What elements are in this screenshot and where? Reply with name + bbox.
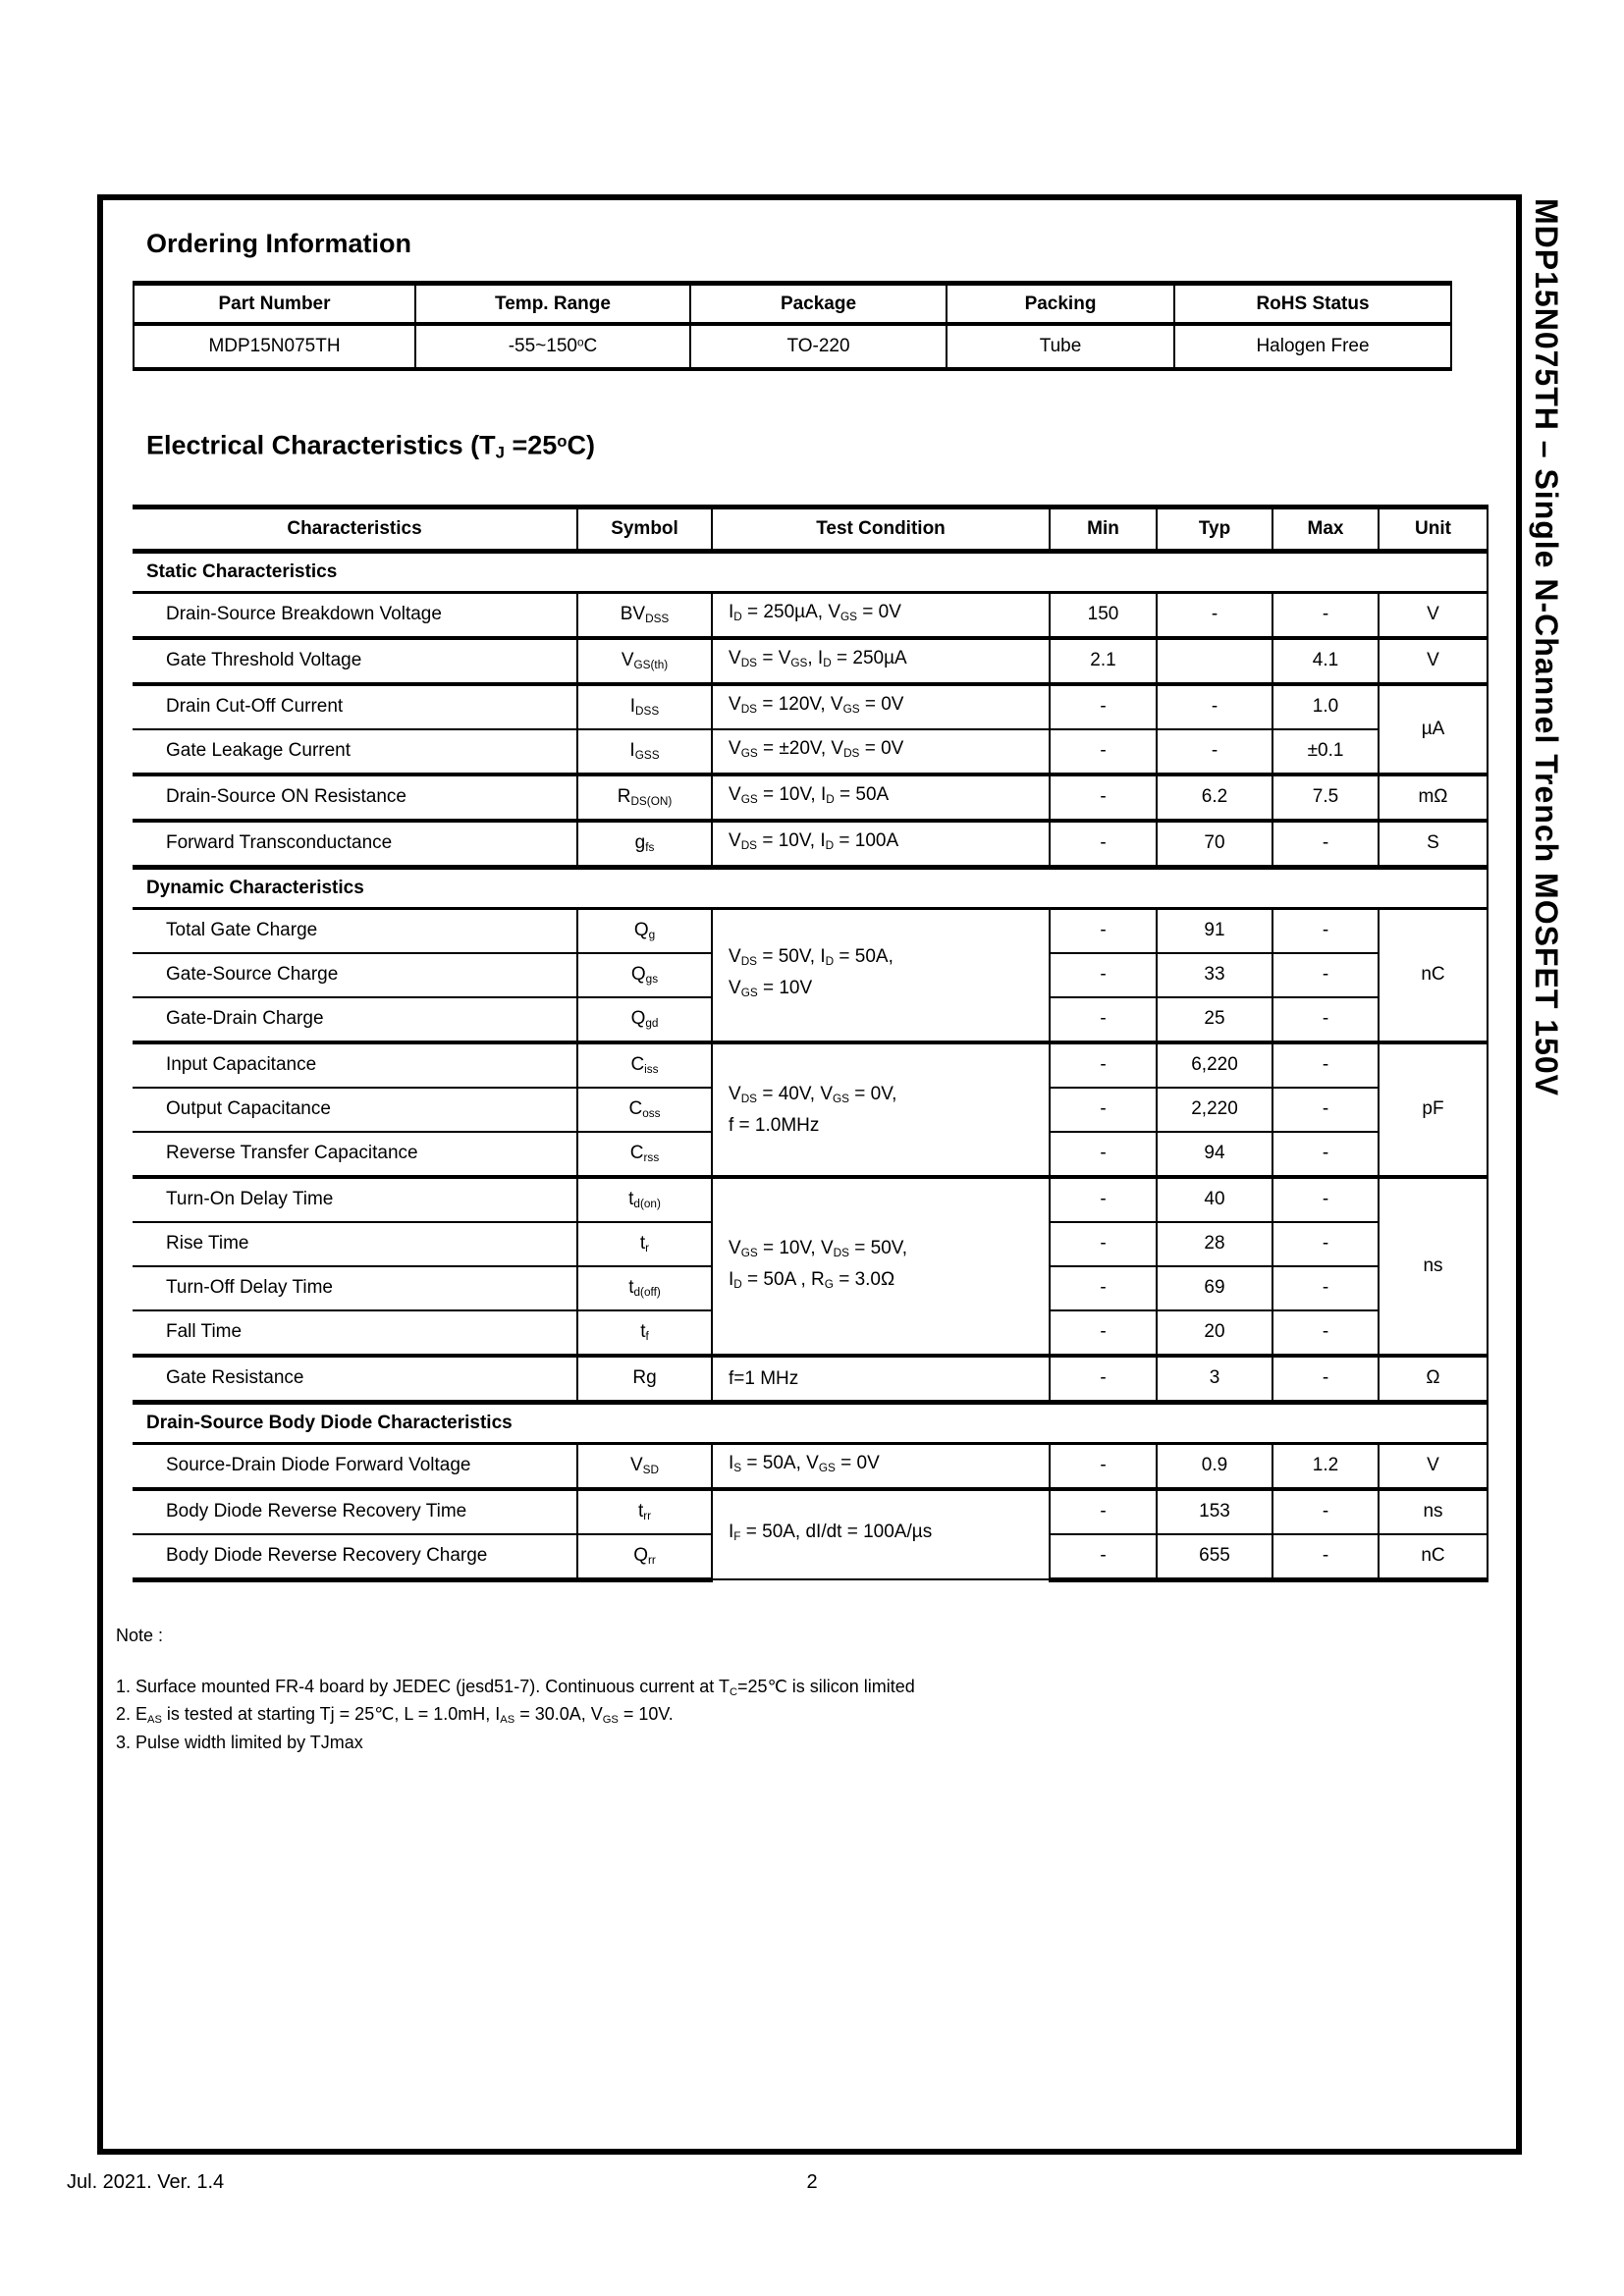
min-cell: - (1050, 1132, 1157, 1177)
max-cell: - (1272, 908, 1379, 953)
typ-cell: 6.2 (1157, 774, 1272, 821)
part-number-cell: MDP15N075TH (134, 324, 415, 369)
symbol-cell: $C_{iss}$ (577, 1042, 712, 1088)
electrical-characteristics-table (133, 505, 1489, 1582)
section-header: Dynamic Characteristics (133, 867, 1488, 908)
unit-cell: V (1379, 592, 1488, 638)
section-static-characteristics (133, 551, 1488, 592)
min-cell: - (1050, 1534, 1157, 1580)
ordering-header-package: Package (690, 284, 947, 325)
max-cell: - (1272, 1310, 1379, 1356)
max-cell: - (1272, 1177, 1379, 1222)
symbol-cell: $BV_{DSS}$ (577, 592, 712, 638)
typ-cell: 94 (1157, 1132, 1272, 1177)
max-cell: - (1272, 592, 1379, 638)
unit-cell: nC (1379, 1534, 1488, 1580)
symbol-cell: $t_{d(off)}$ (577, 1266, 712, 1310)
page-content (103, 200, 1516, 1754)
table-row-rg (133, 1356, 1488, 1403)
min-cell: - (1050, 1266, 1157, 1310)
typ-cell: 40 (1157, 1177, 1272, 1222)
note-item-1: 1. Surface mounted FR-4 board by JEDEC (jesd51-7). Continuous current at $T_C=25℃$ is silicon limited (116, 1676, 915, 1698)
max-cell: - (1272, 821, 1379, 868)
side-vertical-title: MDP15N075TH – Single N-Channel Trench MOSFET 150V (1529, 198, 1564, 1096)
symbol-cell: $I_{DSS}$ (577, 684, 712, 729)
min-cell: 2.1 (1050, 638, 1157, 684)
min-cell: - (1050, 1088, 1157, 1132)
typ-cell: - (1157, 729, 1272, 774)
note-label: Note : (116, 1625, 164, 1645)
min-cell: - (1050, 1443, 1157, 1489)
max-cell: - (1272, 1222, 1379, 1266)
min-cell: - (1050, 908, 1157, 953)
test-condition-cell: $I_F = 50A$, dI/dt = 100A/µs (712, 1489, 1050, 1580)
max-cell: - (1272, 1356, 1379, 1403)
symbol-cell: $t_f$ (577, 1310, 712, 1356)
unit-cell: µA (1379, 684, 1488, 774)
max-cell: - (1272, 953, 1379, 997)
symbol-cell: $V_{GS(th)}$ (577, 638, 712, 684)
test-condition-cell: $V_{DS} = 10V$, $I_D = 100A$ (712, 821, 1050, 868)
char-name-cell: Turn-Off Delay Time (133, 1266, 577, 1310)
min-cell: - (1050, 997, 1157, 1042)
min-cell: - (1050, 684, 1157, 729)
char-name-cell: Gate Leakage Current (133, 729, 577, 774)
note-item-2: 2. $E_{AS}$ is tested at starting Tj = 25℃, L = 1.0mH, $I_{AS} = 30.0A$, $V_{GS} = 10V$. (116, 1704, 674, 1727)
char-name-cell: Source-Drain Diode Forward Voltage (133, 1443, 577, 1489)
table-row-qg (133, 908, 1488, 953)
symbol-cell: Rg (577, 1356, 712, 1403)
max-cell: 1.2 (1272, 1443, 1379, 1489)
max-cell: 7.5 (1272, 774, 1379, 821)
symbol-cell: $t_{rr}$ (577, 1489, 712, 1534)
electrical-characteristics-title: Electrical Characteristics $(T_J =25^oC)$ (146, 430, 596, 462)
unit-cell: V (1379, 1443, 1488, 1489)
note-item-3: 3. Pulse width limited by TJmax (116, 1733, 363, 1753)
typ-cell: 91 (1157, 908, 1272, 953)
test-condition-cell: $V_{DS} = 50V$, $I_D = 50A$, $V_{GS} = 10V$ (712, 908, 1050, 1042)
elec-header-max: Max (1272, 507, 1379, 551)
symbol-cell: $I_{GSS}$ (577, 729, 712, 774)
test-condition-cell: $I_S = 50A$, $V_{GS} = 0V$ (712, 1443, 1050, 1489)
char-name-cell: Output Capacitance (133, 1088, 577, 1132)
table-row-igss (133, 729, 1488, 774)
typ-cell: 28 (1157, 1222, 1272, 1266)
char-name-cell: Drain-Source Breakdown Voltage (133, 592, 577, 638)
section-header: Drain-Source Body Diode Characteristics (133, 1402, 1488, 1443)
table-row-tdon (133, 1177, 1488, 1222)
elec-header-typ: Typ (1157, 507, 1272, 551)
max-cell: - (1272, 1489, 1379, 1534)
max-cell: 1.0 (1272, 684, 1379, 729)
typ-cell: 70 (1157, 821, 1272, 868)
section-header: Static Characteristics (133, 551, 1488, 592)
typ-cell: 33 (1157, 953, 1272, 997)
symbol-cell: $Q_g$ (577, 908, 712, 953)
char-name-cell: Reverse Transfer Capacitance (133, 1132, 577, 1177)
elec-header-row (133, 507, 1488, 551)
temp-range-cell: -55~150$^o$C (415, 324, 690, 369)
char-name-cell: Fall Time (133, 1310, 577, 1356)
typ-cell: 6,220 (1157, 1042, 1272, 1088)
ordering-header-temp-range: Temp. Range (415, 284, 690, 325)
package-cell: TO-220 (690, 324, 947, 369)
page-frame (97, 194, 1522, 2155)
typ-cell: 655 (1157, 1534, 1272, 1580)
table-row-rdson (133, 774, 1488, 821)
symbol-cell: $Q_{gd}$ (577, 997, 712, 1042)
char-name-cell: Total Gate Charge (133, 908, 577, 953)
typ-cell: - (1157, 684, 1272, 729)
char-name-cell: Turn-On Delay Time (133, 1177, 577, 1222)
symbol-cell: $t_{d(on)}$ (577, 1177, 712, 1222)
elec-header-unit: Unit (1379, 507, 1488, 551)
symbol-cell: $Q_{gs}$ (577, 953, 712, 997)
typ-cell: - (1157, 592, 1272, 638)
table-row-vgsth (133, 638, 1488, 684)
min-cell: - (1050, 1177, 1157, 1222)
min-cell: - (1050, 821, 1157, 868)
max-cell: - (1272, 1088, 1379, 1132)
max-cell: - (1272, 1534, 1379, 1580)
typ-cell: 3 (1157, 1356, 1272, 1403)
symbol-cell: $Q_{rr}$ (577, 1534, 712, 1580)
unit-cell: ns (1379, 1489, 1488, 1534)
section-body-diode-characteristics (133, 1402, 1488, 1443)
unit-cell: Ω (1379, 1356, 1488, 1403)
typ-cell: 2,220 (1157, 1088, 1272, 1132)
ordering-data-row (134, 324, 1451, 369)
elec-header-characteristics: Characteristics (133, 507, 577, 551)
ordering-information-table (133, 281, 1452, 371)
typ-cell: 153 (1157, 1489, 1272, 1534)
table-row-gfs (133, 821, 1488, 868)
char-name-cell: Body Diode Reverse Recovery Time (133, 1489, 577, 1534)
unit-cell: pF (1379, 1042, 1488, 1177)
ordering-header-part-number: Part Number (134, 284, 415, 325)
min-cell: - (1050, 729, 1157, 774)
min-cell: - (1050, 1042, 1157, 1088)
char-name-cell: Drain-Source ON Resistance (133, 774, 577, 821)
max-cell: - (1272, 1042, 1379, 1088)
test-condition-cell: $V_{GS} = 10V$, $V_{DS} = 50V$, $I_D = 50A$ , $R_G = 3.0\Omega$ (712, 1177, 1050, 1356)
symbol-cell: $R_{DS(ON)}$ (577, 774, 712, 821)
unit-cell: V (1379, 638, 1488, 684)
footer-version-text: Jul. 2021. Ver. 1.4 (67, 2171, 225, 2193)
char-name-cell: Input Capacitance (133, 1042, 577, 1088)
packing-cell: Tube (947, 324, 1174, 369)
test-condition-cell: $V_{DS} = 40V$, $V_{GS} = 0V$, f = 1.0MHz (712, 1042, 1050, 1177)
elec-header-test-condition: Test Condition (712, 507, 1050, 551)
footer-page-number: 2 (806, 2171, 818, 2193)
min-cell: - (1050, 1356, 1157, 1403)
ordering-information-title: Ordering Information (146, 229, 411, 258)
test-condition-cell: $V_{DS} = 120V$, $V_{GS} = 0V$ (712, 684, 1050, 729)
min-cell: - (1050, 1310, 1157, 1356)
test-condition-cell: f=1 MHz (712, 1356, 1050, 1403)
symbol-cell: $C_{oss}$ (577, 1088, 712, 1132)
min-cell: - (1050, 1222, 1157, 1266)
max-cell: 4.1 (1272, 638, 1379, 684)
notes-section (116, 1626, 1489, 1755)
max-cell: - (1272, 997, 1379, 1042)
min-cell: - (1050, 953, 1157, 997)
unit-cell: mΩ (1379, 774, 1488, 821)
min-cell: 150 (1050, 592, 1157, 638)
char-name-cell: Gate-Source Charge (133, 953, 577, 997)
table-row-bvdss (133, 592, 1488, 638)
symbol-cell: $V_{SD}$ (577, 1443, 712, 1489)
test-condition-cell: $V_{DS} = V_{GS}$, $I_D = 250\mu A$ (712, 638, 1050, 684)
typ-cell: 25 (1157, 997, 1272, 1042)
char-name-cell: Gate Threshold Voltage (133, 638, 577, 684)
ordering-header-row (134, 284, 1451, 325)
symbol-cell: $g_{fs}$ (577, 821, 712, 868)
symbol-cell: $t_r$ (577, 1222, 712, 1266)
elec-header-symbol: Symbol (577, 507, 712, 551)
symbol-cell: $C_{rss}$ (577, 1132, 712, 1177)
max-cell: - (1272, 1132, 1379, 1177)
typ-cell: 0.9 (1157, 1443, 1272, 1489)
unit-cell: S (1379, 821, 1488, 868)
char-name-cell: Gate Resistance (133, 1356, 577, 1403)
char-name-cell: Body Diode Reverse Recovery Charge (133, 1534, 577, 1580)
max-cell: ±0.1 (1272, 729, 1379, 774)
typ-cell (1157, 638, 1272, 684)
table-row-trr (133, 1489, 1488, 1534)
rohs-status-cell: Halogen Free (1174, 324, 1451, 369)
typ-cell: 69 (1157, 1266, 1272, 1310)
section-dynamic-characteristics (133, 867, 1488, 908)
unit-cell: nC (1379, 908, 1488, 1042)
max-cell: - (1272, 1266, 1379, 1310)
char-name-cell: Drain Cut-Off Current (133, 684, 577, 729)
table-row-idss (133, 684, 1488, 729)
unit-cell: ns (1379, 1177, 1488, 1356)
table-row-ciss (133, 1042, 1488, 1088)
ordering-header-packing: Packing (947, 284, 1174, 325)
char-name-cell: Gate-Drain Charge (133, 997, 577, 1042)
test-condition-cell: $V_{GS} = \pm 20V$, $V_{DS} = 0V$ (712, 729, 1050, 774)
table-row-vsd (133, 1443, 1488, 1489)
test-condition-cell: $I_D = 250\mu A$, $V_{GS} = 0V$ (712, 592, 1050, 638)
min-cell: - (1050, 774, 1157, 821)
typ-cell: 20 (1157, 1310, 1272, 1356)
elec-header-min: Min (1050, 507, 1157, 551)
char-name-cell: Forward Transconductance (133, 821, 577, 868)
ordering-header-rohs-status: RoHS Status (1174, 284, 1451, 325)
min-cell: - (1050, 1489, 1157, 1534)
char-name-cell: Rise Time (133, 1222, 577, 1266)
test-condition-cell: $V_{GS} = 10V$, $I_D = 50A$ (712, 774, 1050, 821)
